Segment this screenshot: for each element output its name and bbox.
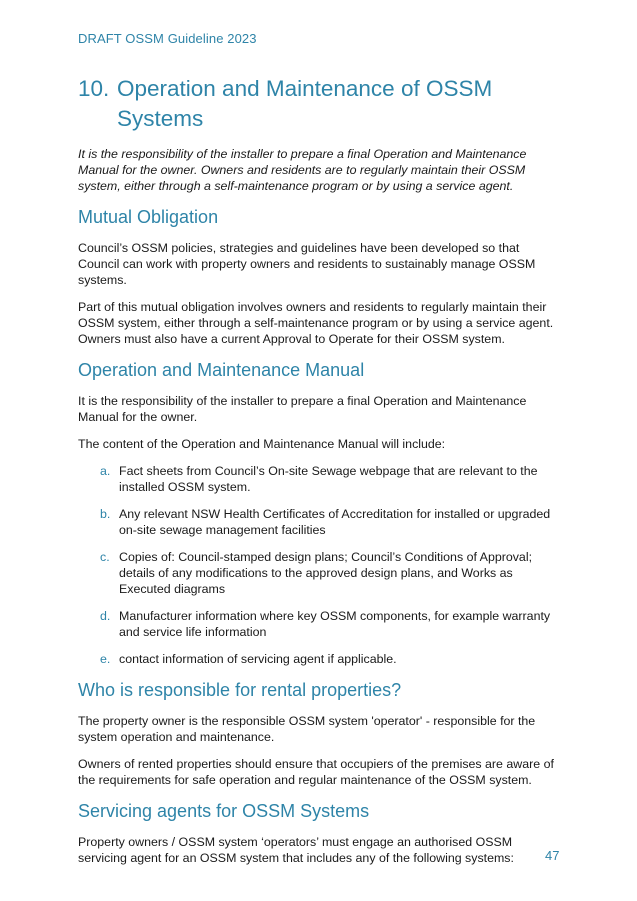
list-marker: c. bbox=[100, 550, 110, 564]
list-item bbox=[78, 506, 564, 538]
chapter-heading bbox=[78, 74, 564, 134]
list-marker: a. bbox=[100, 464, 111, 478]
paragraph: It is the responsibility of the installer to prepare a final Operation and Maintenance Manual for the owner. bbox=[78, 394, 527, 424]
list-item-text: Any relevant NSW Health Certificates of Accreditation for installed or upgraded on-site sewage management facilities bbox=[119, 507, 551, 537]
section-rental-properties bbox=[78, 678, 564, 788]
list-item bbox=[78, 651, 564, 667]
section-mutual-obligation bbox=[78, 205, 564, 347]
section-heading: Who is responsible for rental properties? bbox=[78, 680, 402, 700]
list-item-text: Manufacturer information where key OSSM components, for example warranty and service life information bbox=[119, 609, 551, 639]
page-number: 47 bbox=[545, 848, 560, 863]
running-header: DRAFT OSSM Guideline 2023 bbox=[78, 31, 257, 46]
list-item bbox=[78, 549, 564, 597]
paragraph: Property owners / OSSM system ‘operators’ must engage an authorised OSSM servicing agent for an OSSM system that includes any of the following systems: bbox=[78, 835, 514, 865]
list-item-text: contact information of servicing agent if applicable. bbox=[119, 652, 397, 666]
list-item-text: Copies of: Council-stamped design plans; Council’s Conditions of Approval; details of any modifications to the approved design plans, and Works as Executed diagrams bbox=[119, 550, 533, 596]
paragraph: The property owner is the responsible OSSM system 'operator' - responsible for the system operation and maintenance. bbox=[78, 714, 536, 744]
section-operation-maintenance-manual bbox=[78, 358, 564, 667]
list-item bbox=[78, 463, 564, 495]
chapter-number: 10. bbox=[78, 76, 110, 101]
manual-contents-list bbox=[78, 463, 564, 667]
list-item bbox=[78, 608, 564, 640]
list-marker: b. bbox=[100, 507, 111, 521]
chapter-intro: It is the responsibility of the installer to prepare a final Operation and Maintenance Manual for the owner. Owners and residents are to regularly maintain their OSSM system, either through a self-maintenance program or by using a service agent. bbox=[78, 147, 527, 193]
paragraph: Council’s OSSM policies, strategies and guidelines have been developed so that Council can work with property owners and residents to sustainably manage OSSM systems. bbox=[78, 241, 536, 287]
section-heading: Servicing agents for OSSM Systems bbox=[78, 801, 370, 821]
page-content bbox=[78, 74, 564, 877]
section-heading: Operation and Maintenance Manual bbox=[78, 360, 365, 380]
paragraph: Owners of rented properties should ensure that occupiers of the premises are aware of the requirements for safe operation and regular maintenance of the OSSM system. bbox=[78, 757, 554, 787]
paragraph: Part of this mutual obligation involves owners and residents to regularly maintain their OSSM system, either through a self-maintenance program or by using a service agent. Owners must also have a current Approval to Operate for their OSSM system. bbox=[78, 300, 554, 346]
chapter-title: Operation and Maintenance of OSSM Systems bbox=[117, 76, 493, 131]
section-servicing-agents bbox=[78, 799, 564, 866]
list-item-text: Fact sheets from Council’s On-site Sewage webpage that are relevant to the installed OSSM system. bbox=[119, 464, 538, 494]
section-heading: Mutual Obligation bbox=[78, 207, 219, 227]
list-marker: d. bbox=[100, 609, 111, 623]
paragraph: The content of the Operation and Maintenance Manual will include: bbox=[78, 437, 446, 451]
list-marker: e. bbox=[100, 652, 111, 666]
